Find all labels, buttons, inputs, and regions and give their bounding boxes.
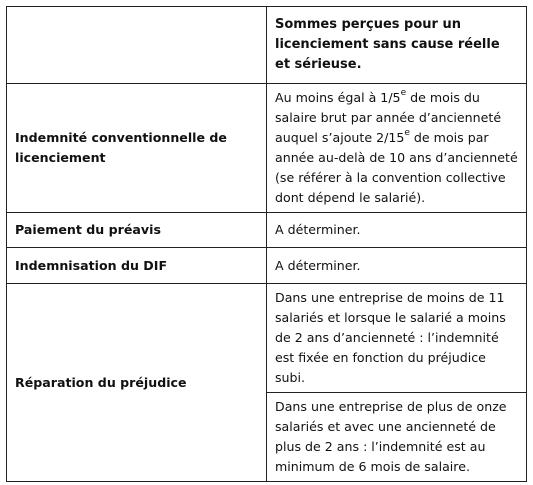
row-value: Dans une entreprise de moins de 11 salariés et lorsque le salarié a moins de 2 ans d’ancienneté : l’indemnité est fixée en fonction du préjudice subi. <box>267 284 527 393</box>
table-header-row <box>7 7 527 84</box>
table-row <box>7 248 527 284</box>
row-value <box>267 84 527 213</box>
table-row <box>7 284 527 393</box>
superscript: e <box>404 128 410 138</box>
value-text: de mois du salaire brut par année d’ancienneté auquel s’ajoute 2/15 <box>275 90 502 145</box>
value-text: de mois par année au-delà de 10 ans d’ancienneté (se référer à la convention collective dont dépend le salarié). <box>275 130 518 205</box>
row-value: A déterminer. <box>267 248 527 284</box>
row-label: Paiement du préavis <box>7 213 267 248</box>
row-value: A déterminer. <box>267 213 527 248</box>
value-text: Au moins égal à 1/5 <box>275 90 401 105</box>
table-row <box>7 84 527 213</box>
header-cell <box>267 7 527 84</box>
row-label: Indemnité conventionnelle de licenciement <box>7 84 267 213</box>
row-value: Dans une entreprise de plus de onze salariés et avec une ancienneté de plus de 2 ans : l’indemnité est au minimum de 6 mois de salaire. <box>267 393 527 482</box>
table-row <box>7 213 527 248</box>
header-text: Sommes perçues pour un licenciement sans cause réelle et sérieuse. <box>275 17 500 72</box>
empty-header-cell <box>7 7 267 84</box>
row-label: Réparation du préjudice <box>7 284 267 482</box>
row-label: Indemnisation du DIF <box>7 248 267 284</box>
superscript: e <box>400 88 407 98</box>
indemnity-table <box>6 6 527 482</box>
